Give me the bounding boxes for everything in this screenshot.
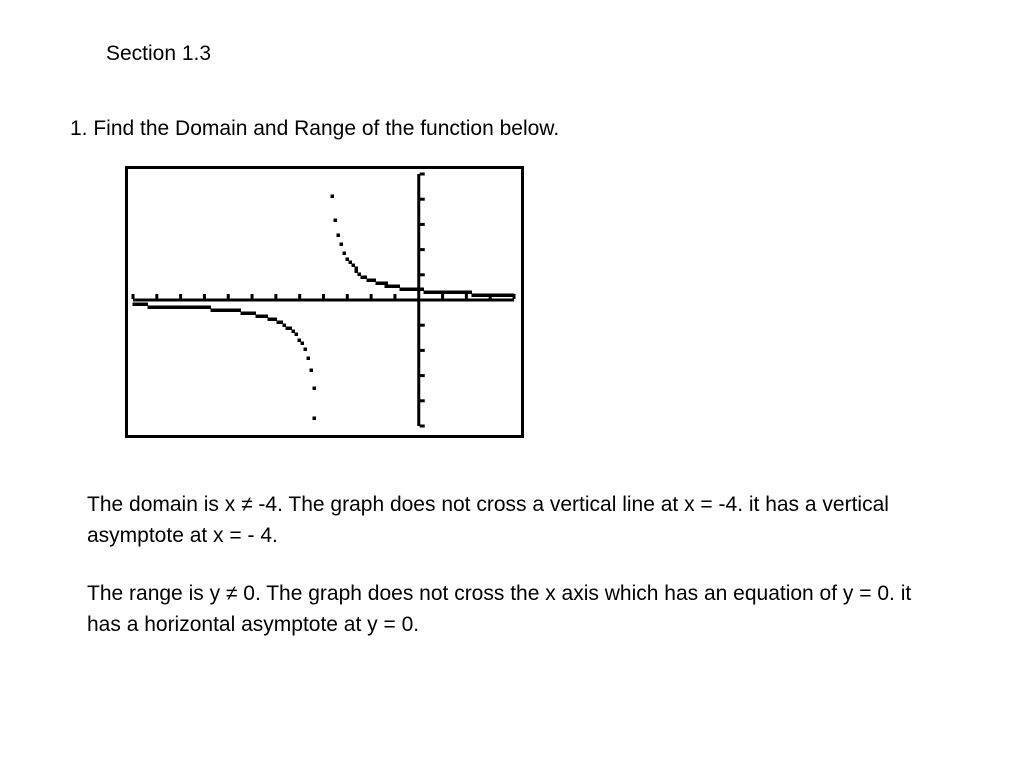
- curve-point: [205, 306, 209, 310]
- curve-point: [298, 339, 302, 343]
- x-tick: [322, 294, 325, 299]
- curve-point: [391, 285, 395, 289]
- question-text: 1. Find the Domain and Range of the function below.: [70, 117, 560, 140]
- curve-point: [295, 333, 299, 337]
- curve-point: [412, 288, 416, 292]
- domain-answer: The domain is x ≠ -4. The graph does not cross a vertical line at x = -4. it has a vertical asymptote at x = - 4.: [87, 493, 889, 547]
- curve-point: [175, 306, 179, 310]
- curve-point: [505, 294, 509, 298]
- curve-point: [220, 309, 224, 313]
- curve-point: [289, 327, 293, 331]
- curve-point: [190, 306, 194, 310]
- x-tick: [227, 294, 230, 299]
- curve-point: [421, 288, 425, 292]
- curve-point: [433, 291, 437, 295]
- curve-point: [271, 318, 275, 322]
- curve-point: [313, 387, 317, 391]
- curve-point: [193, 306, 197, 310]
- y-tick: [420, 324, 425, 327]
- curve-point: [199, 306, 203, 310]
- curve-point: [493, 294, 497, 298]
- curve-point: [307, 357, 311, 361]
- curve-point: [388, 285, 392, 289]
- curve-point: [424, 291, 428, 295]
- curve-point: [481, 294, 485, 298]
- curve-point: [373, 279, 377, 283]
- curve-point: [280, 321, 284, 325]
- curve-point: [361, 276, 365, 280]
- y-tick: [420, 273, 425, 276]
- curve-point: [376, 282, 380, 286]
- curve-point: [268, 318, 272, 322]
- curve-point: [250, 312, 254, 316]
- curve-point: [259, 315, 263, 319]
- y-tick: [420, 173, 425, 176]
- x-tick: [179, 294, 182, 299]
- curve-point: [292, 330, 296, 334]
- curve-point: [337, 234, 341, 238]
- curve-point: [244, 312, 248, 316]
- curve-point: [508, 294, 512, 298]
- x-tick: [346, 294, 349, 299]
- curve-point: [484, 294, 488, 298]
- x-tick: [155, 294, 158, 299]
- curve-point: [196, 306, 200, 310]
- calculator-graph: [125, 166, 524, 438]
- curve-point: [211, 309, 215, 313]
- curve-point: [352, 264, 356, 268]
- curve-point: [415, 288, 419, 292]
- curve-point: [241, 312, 245, 316]
- curve-point: [157, 306, 161, 310]
- curve-point: [283, 324, 287, 328]
- curve-point: [253, 312, 257, 316]
- curve-point: [238, 309, 242, 313]
- x-tick: [251, 294, 254, 299]
- x-tick: [132, 294, 135, 299]
- y-tick: [420, 349, 425, 352]
- curve-point: [178, 306, 182, 310]
- curve-point: [217, 309, 221, 313]
- curve-point: [256, 315, 260, 319]
- x-tick: [370, 294, 373, 299]
- curve-point: [151, 306, 155, 310]
- curve-point: [187, 306, 191, 310]
- curve-point: [169, 306, 173, 310]
- y-tick: [420, 198, 425, 201]
- curve-point: [172, 306, 176, 310]
- curve-point: [235, 309, 239, 313]
- curve-point: [457, 291, 461, 295]
- graph-canvas: [125, 166, 524, 438]
- curve-point: [313, 417, 317, 421]
- curve-point: [310, 369, 314, 373]
- curve-point: [364, 276, 368, 280]
- y-tick: [420, 223, 425, 226]
- curve-point: [475, 294, 479, 298]
- curve-point: [490, 294, 494, 298]
- curve-point: [436, 291, 440, 295]
- curve-point: [445, 291, 449, 295]
- curve-point: [463, 291, 467, 295]
- curve-point: [232, 309, 236, 313]
- curve-point: [136, 303, 140, 307]
- curve-point: [496, 294, 500, 298]
- curve-point: [406, 288, 410, 292]
- range-answer: The range is y ≠ 0. The graph does not cross the x axis which has an equation of y = 0. it has a horizontal asymptote at y = 0.: [87, 582, 912, 636]
- curve-point: [346, 258, 350, 262]
- curve-point: [502, 294, 506, 298]
- curve-point: [265, 315, 269, 319]
- x-tick: [465, 294, 468, 299]
- curve-point: [379, 282, 383, 286]
- curve-point: [331, 195, 335, 199]
- curve-point: [382, 282, 386, 286]
- curve-point: [214, 309, 218, 313]
- curve-point: [343, 252, 347, 256]
- x-tick: [274, 294, 277, 299]
- curve-point: [472, 294, 476, 298]
- curve-point: [202, 306, 206, 310]
- curve-point: [427, 291, 431, 295]
- curve-point: [223, 309, 227, 313]
- curve-point: [139, 303, 143, 307]
- curve-point: [163, 306, 167, 310]
- curve-point: [469, 291, 473, 295]
- curve-point: [403, 288, 407, 292]
- curve-point: [478, 294, 482, 298]
- curve-point: [448, 291, 452, 295]
- curve-point: [454, 291, 458, 295]
- x-tick: [393, 294, 396, 299]
- curve-point: [367, 279, 371, 283]
- curve-point: [400, 288, 404, 292]
- y-tick: [420, 248, 425, 251]
- curve-point: [160, 306, 164, 310]
- curve-point: [166, 306, 170, 310]
- curve-point: [385, 285, 389, 289]
- curve-point: [409, 288, 413, 292]
- curve-point: [349, 261, 353, 265]
- curve-point: [181, 306, 185, 310]
- curve-point: [451, 291, 455, 295]
- y-tick: [420, 425, 425, 428]
- x-tick: [298, 294, 301, 299]
- curve-point: [487, 294, 491, 298]
- curve-point: [499, 294, 503, 298]
- curve-point: [262, 315, 266, 319]
- y-tick: [420, 399, 425, 402]
- curve-point: [229, 309, 233, 313]
- curve-point: [340, 243, 344, 247]
- graph-frame: [127, 168, 523, 437]
- x-tick: [441, 294, 444, 299]
- curve-point: [358, 273, 362, 277]
- curve-point: [442, 291, 446, 295]
- curve-point: [208, 306, 212, 310]
- curve-point: [148, 306, 152, 310]
- curve-point: [355, 267, 359, 271]
- curve-point: [286, 327, 290, 331]
- curve-point: [466, 291, 470, 295]
- curve-point: [133, 303, 137, 307]
- section-title: Section 1.3: [106, 42, 212, 65]
- curve-point: [394, 285, 398, 289]
- curve-point: [370, 279, 374, 283]
- curve-point: [334, 219, 338, 223]
- curve-point: [460, 291, 464, 295]
- curve-point: [142, 303, 146, 307]
- curve-point: [418, 288, 422, 292]
- curve-point: [274, 318, 278, 322]
- curve-point: [154, 306, 158, 310]
- curve-point: [226, 309, 230, 313]
- curve-point: [439, 291, 443, 295]
- curve-point: [430, 291, 434, 295]
- curve-point: [145, 303, 149, 307]
- x-tick: [203, 294, 206, 299]
- curve-point: [277, 321, 281, 325]
- curve-point: [385, 282, 389, 286]
- curve-point: [304, 348, 308, 352]
- curve-point: [511, 294, 515, 298]
- curve-point: [247, 312, 251, 316]
- curve-point: [397, 285, 401, 289]
- curve-point: [355, 270, 359, 274]
- curve-point: [301, 342, 305, 346]
- curve-point: [184, 306, 188, 310]
- y-tick: [420, 374, 425, 377]
